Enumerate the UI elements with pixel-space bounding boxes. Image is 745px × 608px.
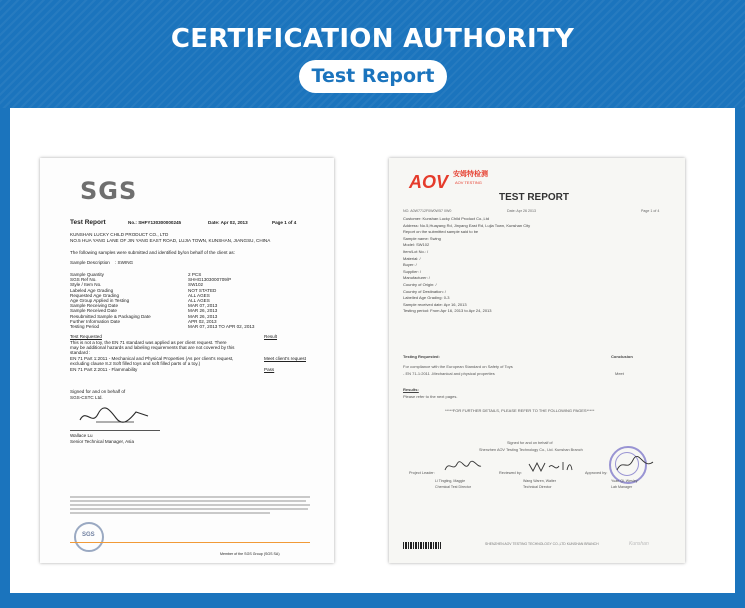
aov-logo-cn: 安姆特检测 — [453, 171, 488, 178]
sgs-requirement: EN 71 Part 2:2011 - Flammability — [70, 367, 138, 372]
aov-field: Country of Destination: / — [403, 288, 446, 294]
aov-field: Address: No.5,Huayang Rd, Jinyang East Rd, Lujia Town, Kunshan City — [403, 222, 531, 228]
page-title: CERTIFICATION AUTHORITY — [170, 24, 575, 54]
aov-signer-name: Li Tingting, Maggie — [435, 479, 466, 483]
sgs-signature — [76, 404, 156, 428]
aov-field: Buyer: / — [403, 262, 417, 268]
field-value: APR 02, 2013 — [188, 318, 217, 324]
field-value: SHHG1303000709/P — [188, 277, 232, 283]
sgs-signed-company: SGS-CSTC Ltd. — [70, 395, 103, 400]
page-subtitle-badge: Test Report — [299, 60, 447, 93]
aov-signer-name: Yuan Qi, Wesley — [611, 479, 638, 483]
sgs-result-header: Result — [264, 334, 278, 339]
field-label: Requested Age Grading — [70, 292, 120, 298]
field-label: Sample Receiving Date — [70, 303, 119, 309]
aov-field: Labelled Age Grading: 0-3 — [403, 295, 450, 301]
field-value: ALL AGES — [188, 292, 210, 298]
sgs-note: standard : — [70, 350, 91, 355]
aov-field: Manufacturer: / — [403, 275, 430, 281]
aov-signer-title: Lab Manager — [611, 485, 633, 489]
sgs-test-requested: Test Requested — [70, 334, 102, 339]
sgs-report-no: No.: SHFY130300000245 — [128, 220, 182, 225]
sgs-date: Date: Apr 02, 2013 — [208, 220, 248, 225]
aov-logo-sub: AOV TESTING — [455, 180, 482, 185]
sgs-signature-line — [70, 430, 160, 431]
sgs-note: may be additional hazards and labeling requirements that are not covered by this — [70, 345, 235, 350]
aov-signer-title: Technical Director — [523, 485, 552, 489]
aov-test-report-image[interactable] — [389, 158, 685, 563]
sgs-sample-desc-label: Sample Description — [70, 260, 110, 265]
aov-test-requested: Testing Requested: — [403, 354, 440, 359]
aov-field: Item/Lot No.: / — [403, 248, 429, 254]
aov-conclusion: Conclusion — [611, 354, 633, 359]
sgs-requirement: EN 71 Part 1:2011 - Mechanical and Physical Properties (As per client's request, — [70, 356, 234, 361]
aov-signature-2 — [527, 458, 573, 474]
sgs-heading: Test Report — [70, 219, 106, 226]
sgs-note: This is not a toy, the EN 71 standard was applied as per client request. There — [70, 340, 227, 345]
aov-signer-role: Reviewed by: — [499, 471, 522, 475]
aov-signer-title: Chemical Test Director — [435, 485, 472, 489]
sgs-fine-print — [70, 496, 310, 516]
aov-footer: SHENZHEN AOV TESTING TECHNOLOGY CO.,LTD KUNSHAN BRANCH — [485, 542, 599, 546]
sgs-footer: Member of the SGS Group (SGS SA) — [220, 552, 280, 556]
content-panel — [10, 108, 735, 593]
aov-signer-name: Wang Waren, Walter — [523, 479, 556, 483]
aov-requirement-result: Meet — [615, 371, 624, 376]
field-value: MAR 07, 2013 — [188, 303, 218, 309]
field-value: MAR 26, 2013 — [188, 308, 218, 314]
sgs-stamp-text: SGS — [82, 532, 95, 538]
field-value: 2 PCS — [188, 272, 202, 277]
sgs-footer-rule — [70, 542, 310, 543]
field-label: Sample Received Date — [70, 308, 117, 314]
aov-field: Customer: Kunshan Lucky Child Product Co.,Ltd — [403, 216, 490, 221]
aov-field-list — [403, 216, 530, 315]
sgs-test-report-image[interactable] — [40, 158, 334, 563]
field-label: Age Group Applied in Testing — [70, 297, 130, 303]
field-label: Resubmitted Sample & Packaging Date — [70, 313, 151, 319]
sgs-address: NO.5 HUA YANG LANE OF JIN YANG EAST ROAD, LUJIA TOWN, KUNSHAN, JIANGSU, CHINA — [70, 238, 271, 243]
aov-footer-logo: Kunshan — [629, 541, 649, 547]
aov-field: Country of Origin: / — [403, 281, 437, 287]
aov-requirement: - EN 71-1:2011 -Mechanical and physical properties — [403, 371, 495, 376]
sgs-logo: SGS — [80, 177, 138, 205]
aov-further-details: *****FOR FURTHER DETAILS, PLEASE REFER TO THE FOLLOWING PAGES***** — [445, 408, 595, 413]
aov-field: Testing period: From Apr 16, 2013 to Apr 24, 2013 — [403, 308, 492, 314]
aov-signer-role: Project Leader: — [409, 471, 435, 475]
field-label: Labeled Age Grading — [70, 287, 114, 293]
aov-field: Supplier: / — [403, 268, 422, 274]
field-label: SGS Ref No. — [70, 277, 97, 283]
sgs-requirement: excluding clause 8.2 Soft filled toys and soft filled parts of a toy.) — [70, 361, 201, 366]
aov-field: Sample name: Swing — [403, 235, 441, 241]
aov-heading: TEST REPORT — [499, 192, 570, 203]
sgs-requirement-result: Pass — [264, 367, 275, 372]
field-label: Further Information Date — [70, 318, 121, 324]
aov-field: Sample received date: Apr 16, 2013 — [403, 301, 467, 307]
aov-signed-company: Shenzhen AOV Testing Technology Co., Ltd. Kunshan Branch — [479, 448, 583, 452]
sgs-company: KUNSHAN LUCKY CHILD PRODUCT CO., LTD — [70, 232, 169, 237]
aov-field: Model: SW102 — [403, 242, 430, 248]
sgs-submitted: The following samples were submitted and identified by/on behalf of the client as: — [70, 250, 235, 255]
field-value: MAR 07, 2013 TO APR 02, 2013 — [188, 323, 255, 329]
sgs-signed-for: Signed for and on behalf of — [70, 389, 126, 394]
aov-barcode — [403, 542, 441, 549]
sgs-requirement-result: Meet client's request — [264, 356, 306, 361]
field-label: Style / Item No. — [70, 282, 102, 288]
aov-field: Material: / — [403, 255, 421, 261]
field-value: NOT STATED — [188, 287, 217, 293]
sgs-signer: Wallace Lu — [70, 433, 93, 438]
field-label: Sample Quantity — [70, 272, 104, 277]
sgs-signer-title: Senior Technical Manager, Asia — [70, 439, 135, 444]
sgs-stamp — [74, 522, 104, 552]
sgs-page: Page 1 of 4 — [272, 220, 297, 225]
aov-signed-for: Signed for and on behalf of — [507, 441, 553, 445]
aov-field: Report on the submitted sample said to be — [403, 229, 479, 235]
aov-date: Date: Apr 26 2013 — [507, 209, 536, 213]
field-value: SW102 — [188, 282, 204, 288]
aov-report-no: NO. A0W7712F0W0W57 0W0 — [403, 209, 452, 213]
field-label: Testing Period — [70, 323, 100, 329]
aov-results-text: Please refer to the next pages. — [403, 394, 458, 399]
field-value: MAR 26, 2013 — [188, 313, 218, 319]
aov-signature-3 — [615, 456, 655, 474]
aov-signature-1 — [443, 458, 483, 474]
field-value: ALL AGES — [188, 297, 210, 303]
aov-signer-role: Approved by: — [585, 471, 608, 475]
aov-requirement: For compliance with the European Standard on Safety of Toys — [403, 364, 513, 369]
aov-logo: AOV — [409, 172, 449, 192]
aov-results: Results: — [403, 387, 419, 392]
aov-page: Page 1 of 4 — [641, 209, 660, 213]
sgs-sample-desc-value: : SWING — [115, 260, 134, 265]
